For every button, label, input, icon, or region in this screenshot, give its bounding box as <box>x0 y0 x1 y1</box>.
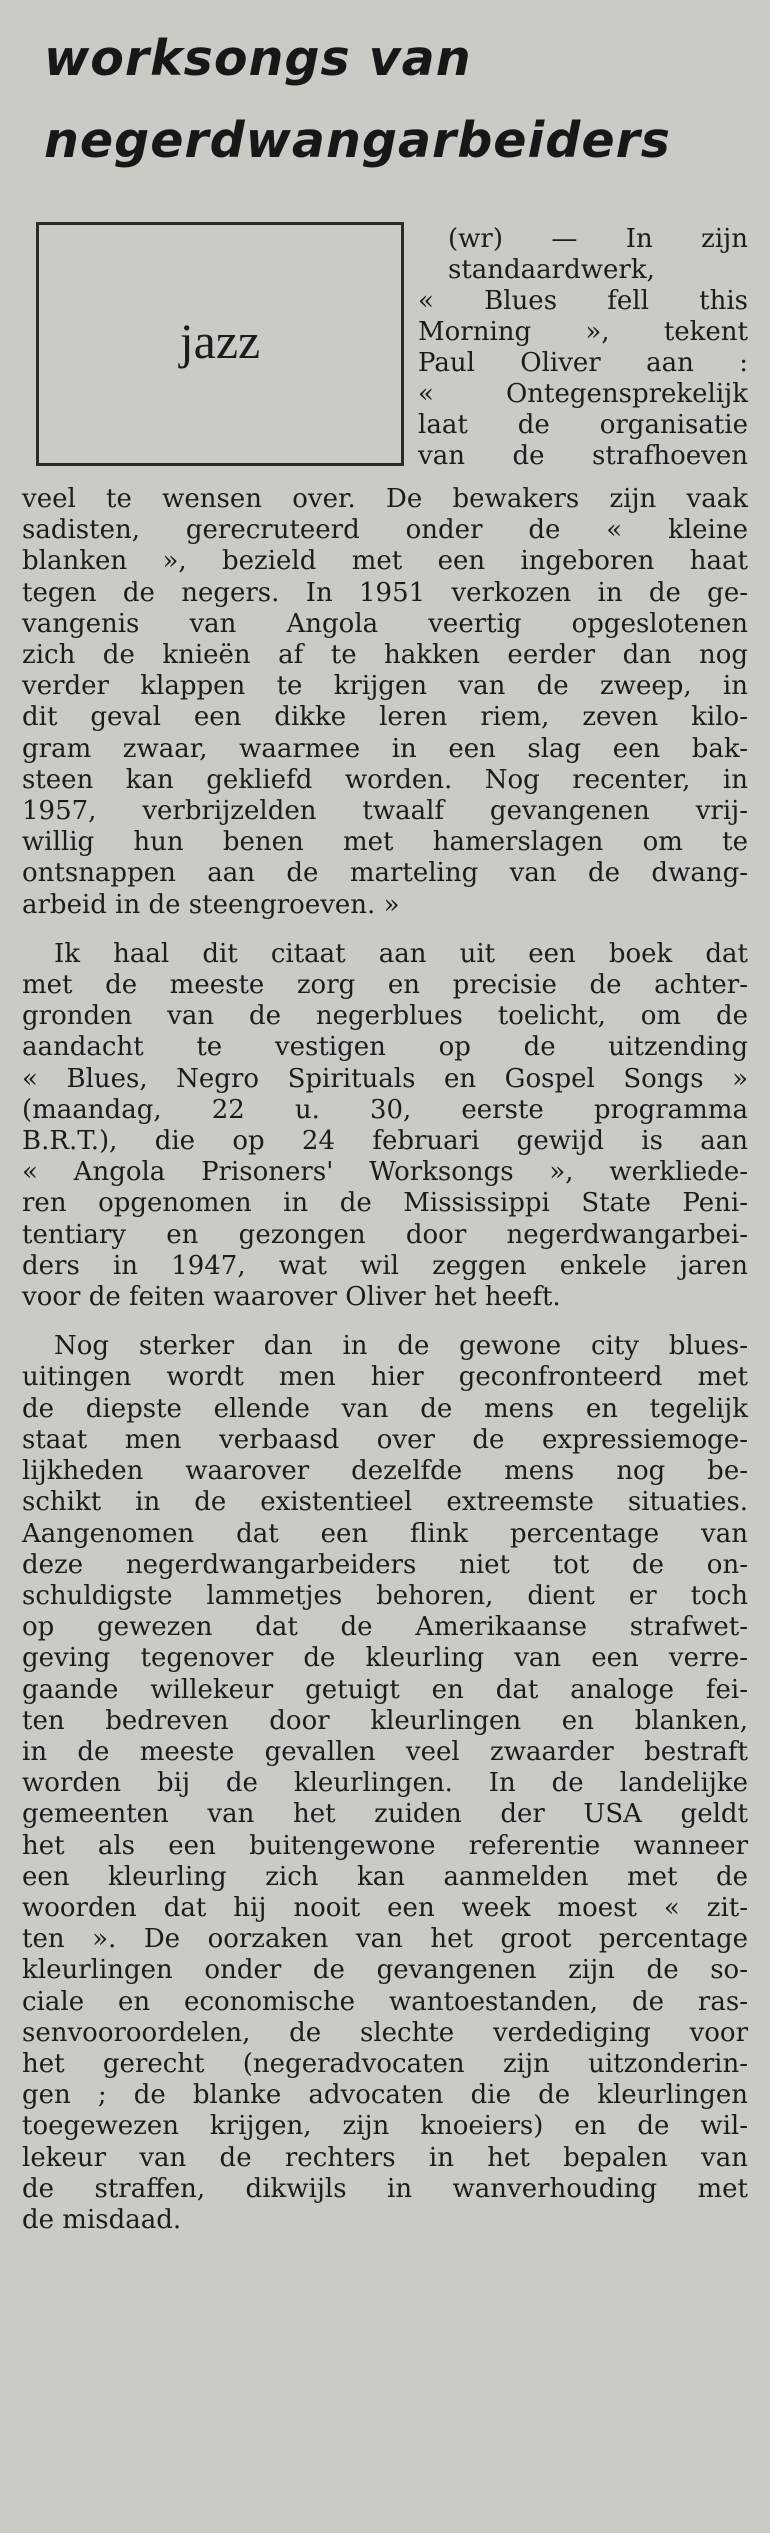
lead-line: standaardwerk, <box>448 255 655 285</box>
text-line: tentiary en gezongen door negerdwangarbei- <box>22 1219 748 1250</box>
text-line: ren opgenomen in de Mississippi State Peni- <box>22 1188 748 1219</box>
text-line: veel te wensen over. De bewakers zijn vaak <box>22 484 748 514</box>
article-body <box>22 484 748 2236</box>
lead-text <box>418 224 748 472</box>
text-line: de misdaad. <box>22 2204 182 2235</box>
lead-line: « Blues fell this <box>418 286 748 316</box>
text-line: verder klappen te krijgen van de zweep, in <box>22 671 748 702</box>
text-line: deze negerdwangarbeiders niet tot de on- <box>22 1549 748 1580</box>
text-line: schuldigste lammetjes behoren, dient er toch <box>22 1580 748 1611</box>
lead-line: van de strafhoeven <box>418 441 748 471</box>
text-line: gemeenten van het zuiden der USA geldt <box>22 1799 748 1830</box>
text-line: ders in 1947, wat wil zeggen enkele jaren <box>22 1250 748 1281</box>
paragraph <box>22 484 748 921</box>
text-line: gen ; de blanke advocaten die de kleurlingen <box>22 2080 748 2111</box>
text-line: vangenis van Angola veertig opgeslotenen <box>22 608 748 639</box>
text-line: B.R.T.), die op 24 februari gewijd is aan <box>22 1126 748 1157</box>
text-line: aandacht te vestigen op de uitzending <box>22 1032 748 1063</box>
text-line: arbeid in de steengroeven. » <box>22 889 400 920</box>
text-line: lekeur van de rechters in het bepalen van <box>22 2142 748 2173</box>
text-line: « Blues, Negro Spirituals en Gospel Songs » <box>22 1063 748 1094</box>
headline-line-1: worksongs van <box>44 30 472 87</box>
lead-line: Morning », tekent <box>418 317 748 347</box>
text-line: schikt in de existentieel extreemste situaties. <box>22 1487 748 1518</box>
text-line: Aangenomen dat een flink percentage van <box>22 1518 748 1549</box>
text-line: woorden dat hij nooit een week moest « zit- <box>22 1892 748 1923</box>
text-line: ten bedreven door kleurlingen en blanken, <box>22 1705 748 1736</box>
text-line: tegen de negers. In 1951 verkozen in de ge- <box>22 577 748 608</box>
text-line: Ik haal dit citaat aan uit een boek dat <box>54 938 748 969</box>
lead-line: laat de organisatie <box>418 410 748 440</box>
text-line: gaande willekeur getuigt en dat analoge fei- <box>22 1674 748 1705</box>
text-line: op gewezen dat de Amerikaanse strafwet- <box>22 1612 748 1643</box>
text-line: kleurlingen onder de gevangenen zijn de so- <box>22 1955 748 1986</box>
paragraph <box>22 1331 748 2236</box>
lead-line: Paul Oliver aan : <box>418 348 748 378</box>
paragraph <box>22 939 748 1313</box>
rubric-label: jazz <box>179 313 261 369</box>
text-line: ten ». De oorzaken van het groot percentage <box>22 1924 748 1955</box>
text-line: in de meeste gevallen veel zwaarder bestraft <box>22 1736 748 1767</box>
text-line: willig hun benen met hamerslagen om te <box>22 827 748 858</box>
text-line: ciale en economische wantoestanden, de ras- <box>22 1986 748 2017</box>
text-line: het als een buitengewone referentie wanneer <box>22 1830 748 1861</box>
text-line: dit geval een dikke leren riem, zeven kilo- <box>22 702 748 733</box>
text-line: worden bij de kleurlingen. In de landelijke <box>22 1768 748 1799</box>
text-line: de diepste ellende van de mens en tegelijk <box>22 1393 748 1424</box>
text-line: « Angola Prisoners' Worksongs », werkliede- <box>22 1157 748 1188</box>
text-line: sadisten, gerecruteerd onder de « kleine <box>22 515 748 546</box>
text-line: voor de feiten waarover Oliver het heeft. <box>22 1282 561 1313</box>
text-line: (maandag, 22 u. 30, eerste programma <box>22 1094 748 1125</box>
text-line: geving tegenover de kleurling van een verre- <box>22 1643 748 1674</box>
text-line: een kleurling zich kan aanmelden met de <box>22 1861 748 1892</box>
text-line: het gerecht (negeradvocaten zijn uitzonderin- <box>22 2048 748 2079</box>
text-line: uitingen wordt men hier geconfronteerd met <box>22 1362 748 1393</box>
text-line: steen kan gekliefd worden. Nog recenter, in <box>22 764 748 795</box>
lead-line: (wr) — In zijn <box>448 224 748 254</box>
text-line: gram zwaar, waarmee in een slag een bak- <box>22 733 748 764</box>
text-line: blanken », bezield met een ingeboren haat <box>22 546 748 577</box>
text-line: zich de knieën af te hakken eerder dan nog <box>22 640 748 671</box>
text-line: de straffen, dikwijls in wanverhouding met <box>22 2173 748 2204</box>
headline-line-2: negerdwangarbeiders <box>44 112 671 169</box>
text-line: senvooroordelen, de slechte verdediging voor <box>22 2017 748 2048</box>
text-line: met de meeste zorg en precisie de achter- <box>22 970 748 1001</box>
text-line: gronden van de negerblues toelicht, om de <box>22 1001 748 1032</box>
rubric-box <box>36 222 404 466</box>
text-line: staat men verbaasd over de expressiemoge- <box>22 1424 748 1455</box>
text-line: ontsnappen aan de marteling van de dwang- <box>22 858 748 889</box>
text-line: 1957, verbrijzelden twaalf gevangenen vrij- <box>22 796 748 827</box>
text-line: Nog sterker dan in de gewone city blues- <box>54 1331 748 1362</box>
text-line: toegewezen krijgen, zijn knoeiers) en de wil- <box>22 2111 748 2142</box>
text-line: lijkheden waarover dezelfde mens nog be- <box>22 1456 748 1487</box>
headline <box>44 18 744 182</box>
lead-line: « Ontegensprekelijk <box>418 379 748 409</box>
